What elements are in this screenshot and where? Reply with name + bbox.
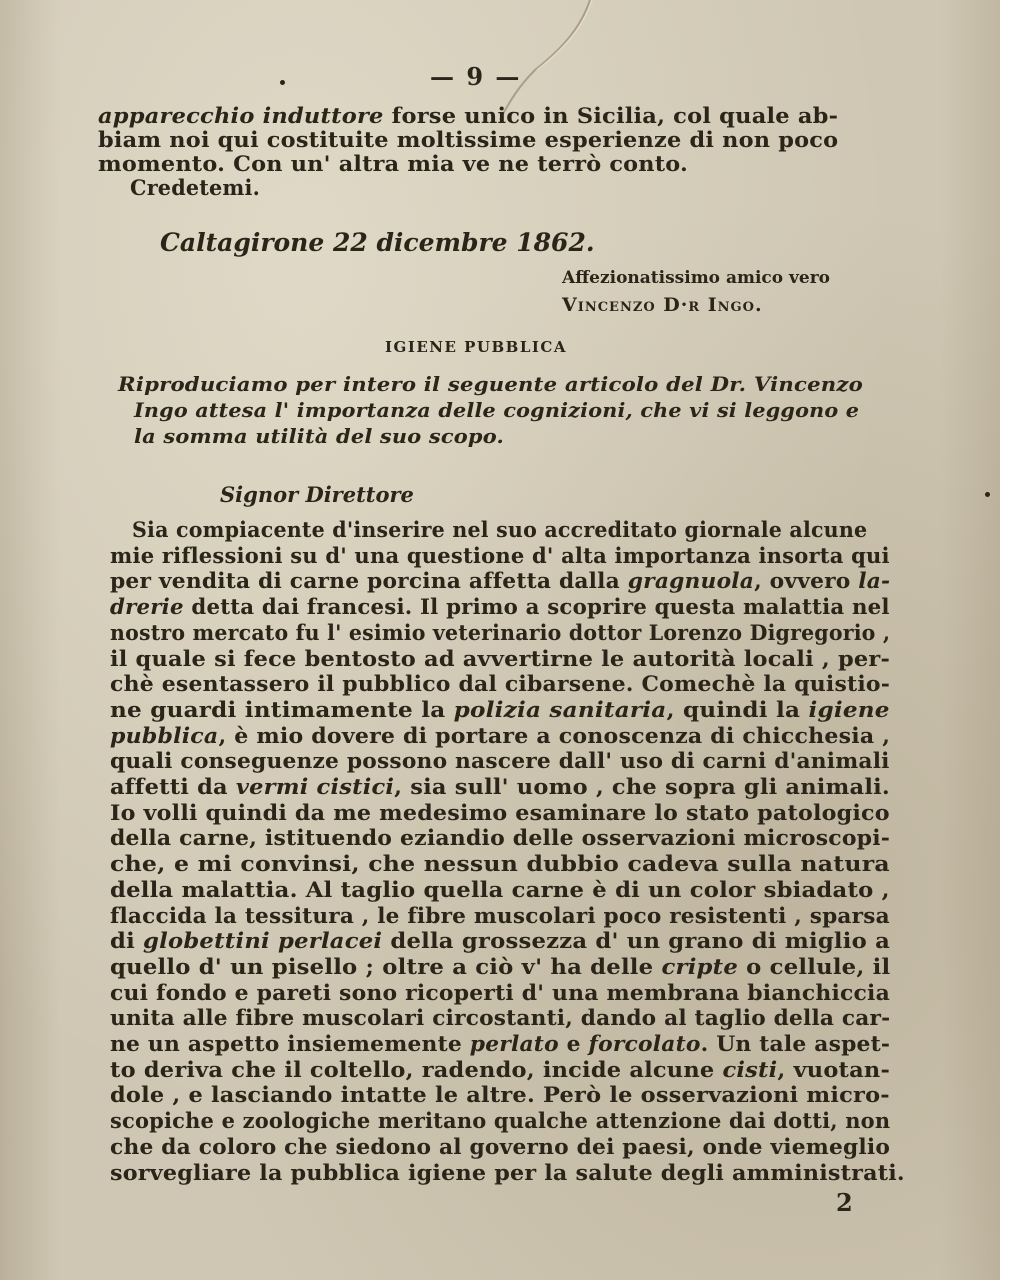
text-run: il quale si fece bentosto ad avvertirne le autorità locali , per-: [110, 645, 891, 671]
text-run: biam noi qui costituite moltissime esperienze di non poco: [98, 127, 839, 152]
italic-phrase: cripte: [661, 953, 739, 979]
ink-speck: [280, 80, 285, 85]
text-line: [110, 929, 890, 953]
text-line: [110, 1135, 890, 1159]
text-run: della malattia. Al taglio quella carne è di un color sbiadato ,: [110, 876, 890, 902]
text-run: detta dai francesi. Il primo a scoprire questa malattia nel: [183, 594, 890, 620]
text-line: [98, 152, 688, 176]
section-heading: IGIENE PUBBLICA: [385, 338, 567, 356]
text-line: [110, 981, 890, 1005]
italic-phrase: apparecchio induttore: [98, 103, 384, 128]
text-line: [130, 176, 260, 200]
text-line: [110, 1032, 890, 1056]
text-run: o cellule, il: [738, 953, 891, 979]
text-line: [110, 1083, 890, 1107]
text-line: [98, 104, 838, 128]
ink-speck: [985, 492, 990, 497]
text-run: della grossezza d' un grano di miglio a: [382, 928, 890, 954]
text-run: , ovvero: [754, 568, 859, 594]
italic-phrase: drerie: [110, 594, 184, 620]
text-run: ne un aspetto insiememente: [110, 1031, 470, 1056]
text-run: quali conseguenze possono nascere dall' uso di carni d'animali: [110, 748, 890, 774]
date-line: Caltagirone 22 dicembre 1862.: [160, 228, 595, 257]
italic-phrase: forcolato: [588, 1031, 701, 1056]
text-run: di: [110, 928, 144, 954]
text-run: che, e mi convinsi, che nessun dubbio cadeva sulla natura: [110, 851, 890, 877]
text-line: [132, 518, 867, 542]
text-run: , sia sull' uomo , che sopra gli animali.: [394, 774, 890, 799]
text-line: [110, 904, 890, 928]
text-line: [110, 1058, 890, 1082]
italic-phrase: polizia sanitaria: [453, 696, 667, 722]
text-run: quello d' un pisello ; oltre a ciò v' ha delle: [110, 953, 662, 979]
italic-phrase: perlato: [469, 1031, 559, 1056]
text-run: to deriva che il coltello, radendo, incide alcune: [110, 1056, 723, 1082]
text-line: [110, 749, 890, 773]
text-line: [110, 672, 890, 696]
text-run: Io volli quindi da me medesimo esaminare lo stato patologico: [110, 799, 890, 825]
scan-margin: [1000, 0, 1024, 1280]
text-run: e: [558, 1031, 589, 1056]
text-line: [110, 569, 890, 593]
text-line: [98, 128, 838, 152]
italic-phrase: pubblica: [110, 722, 219, 748]
text-run: Ingo attesa l' importanza delle cognizioni, che vi si leggono e: [134, 398, 860, 422]
text-run: flaccida la tessitura , le fibre muscolari poco resistenti , sparsa: [110, 902, 890, 928]
text-line: [110, 801, 890, 825]
text-run: . Un tale aspet-: [700, 1031, 891, 1056]
text-run: Credetemi.: [130, 175, 261, 200]
text-run: che da coloro che siedono al governo dei paesi, onde viemeglio: [110, 1133, 891, 1159]
text-run: Sia compiacente d'inserire nel suo accreditato giornale alcune: [132, 517, 868, 542]
letter-signature: Vincenzo D·r Ingo.: [562, 294, 763, 316]
italic-phrase: gragnuola: [627, 568, 755, 594]
text-line: [110, 878, 890, 902]
italic-phrase: cisti: [722, 1056, 778, 1082]
text-run: unita alle fibre muscolari circostanti, dando al taglio della car-: [110, 1005, 891, 1031]
text-run: momento. Con un' altra mia ve ne terrò conto.: [98, 151, 689, 176]
salutation: Signor Direttore: [220, 482, 414, 507]
paper-crease: [440, 0, 640, 120]
page-number: — 9 —: [430, 62, 522, 91]
text-run: per vendita di carne porcina affetta dalla: [110, 568, 628, 594]
text-line: [110, 955, 890, 979]
text-line: [110, 544, 890, 568]
italic-phrase: globettini perlacei: [143, 928, 383, 954]
text-run: , vuotan-: [777, 1056, 891, 1082]
italic-phrase: vermi cistici: [235, 774, 395, 799]
text-run: , quindi la: [666, 696, 809, 722]
text-line: [110, 775, 890, 799]
intro-line: [134, 424, 504, 448]
text-line: [110, 1161, 905, 1185]
text-run: dole , e lasciando intatte le altre. Però le osservazioni micro-: [110, 1082, 890, 1108]
italic-phrase: la-: [858, 568, 891, 594]
text-run: forse unico in Sicilia, col quale ab-: [383, 103, 839, 128]
signature-mark: 2: [836, 1188, 853, 1217]
letter-closing: Affezionatissimo amico vero: [562, 268, 830, 288]
text-run: , è mio dovere di portare a conoscenza di chicchesia ,: [218, 722, 891, 748]
text-run: sorvegliare la pubblica igiene per la salute degli amministrati.: [110, 1159, 905, 1185]
text-line: [110, 698, 890, 722]
text-line: [110, 826, 890, 850]
text-run: nostro mercato fu l' esimio veterinario dottor Lorenzo Digregorio ,: [110, 619, 891, 645]
text-run: scopiche e zoologiche meritano qualche attenzione dai dotti, non: [110, 1108, 891, 1134]
intro-line: [134, 398, 859, 422]
text-run: ne guardi intimamente la: [110, 696, 454, 722]
text-run: della carne, istituendo eziandio delle osservazioni microscopi-: [110, 825, 891, 851]
text-line: [110, 1006, 890, 1030]
text-run: affetti da: [110, 774, 236, 799]
text-line: [110, 621, 890, 645]
intro-line: [118, 372, 863, 396]
text-line: [110, 852, 890, 876]
text-run: mie riflessioni su d' una questione d' alta importanza insorta qui: [110, 542, 890, 568]
text-line: [110, 595, 890, 619]
text-run: chè esentassero il pubblico dal cibarsene. Comechè la quistio-: [110, 671, 891, 697]
text-run: la somma utilità del suo scopo.: [134, 424, 504, 448]
text-run: Riproduciamo per intero il seguente articolo del Dr. Vincenzo: [118, 372, 863, 396]
text-line: [110, 724, 890, 748]
text-line: [110, 647, 890, 671]
text-run: cui fondo e pareti sono ricoperti d' una membrana bianchiccia: [110, 979, 890, 1005]
text-line: [110, 1109, 890, 1133]
italic-phrase: igiene: [808, 696, 890, 722]
